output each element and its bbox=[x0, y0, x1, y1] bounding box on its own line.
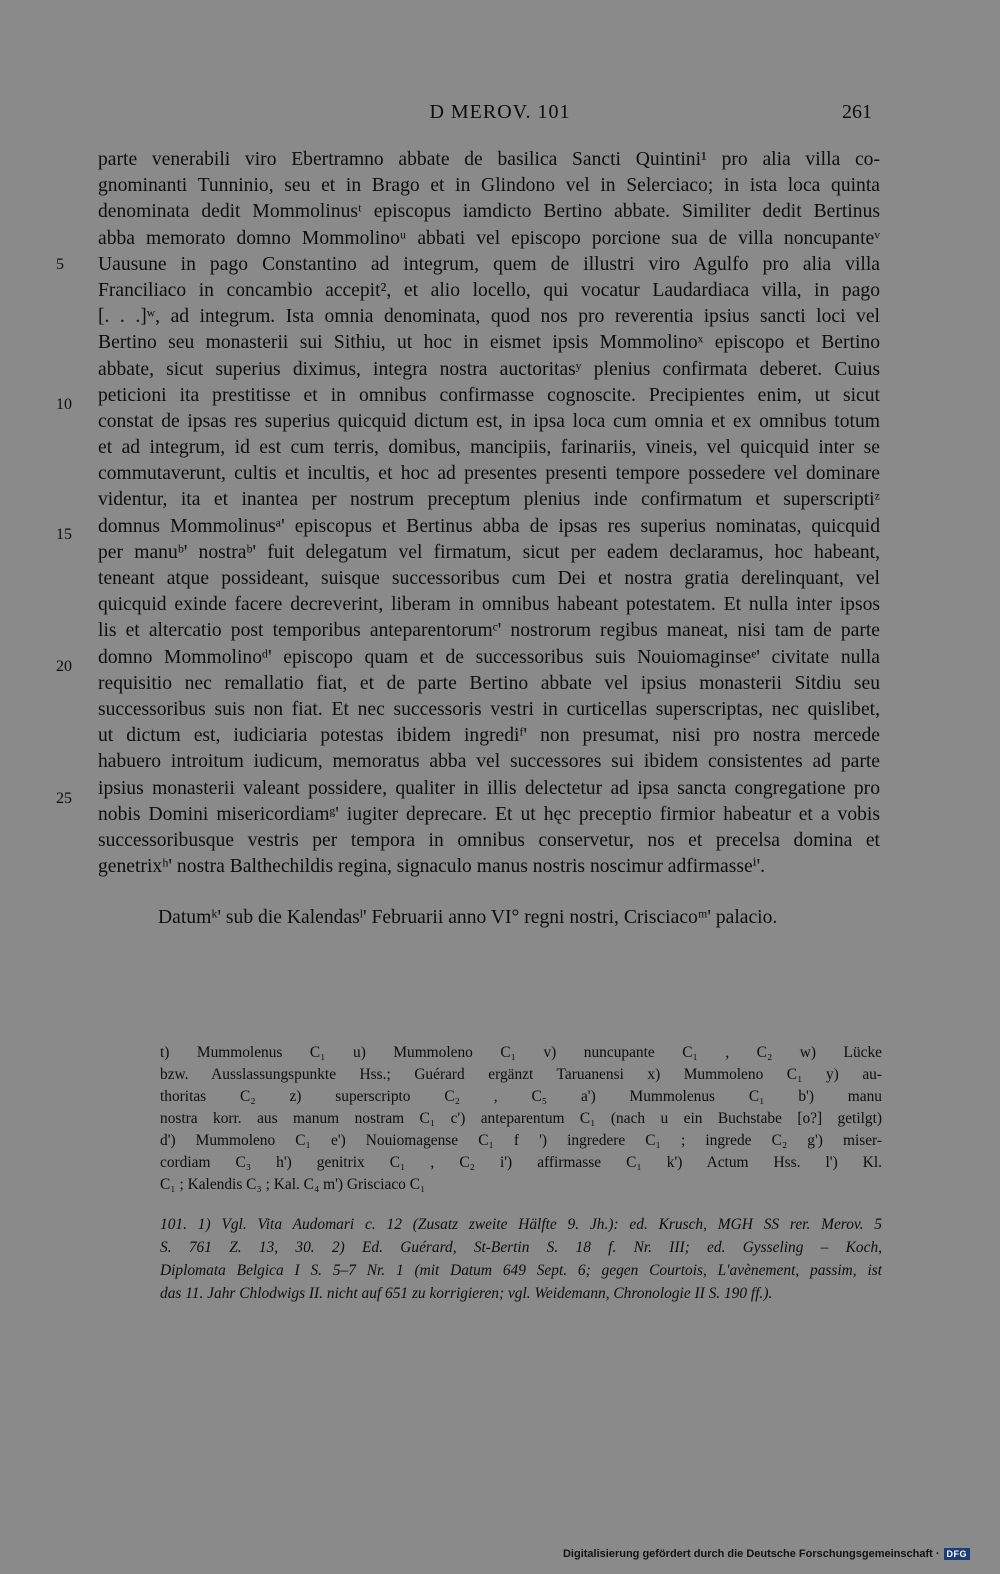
text-line: Bertino seu monasterii sui Sithiu, ut hoc in eismet ipsis Mommolinoˣ episcopo et Bertino bbox=[98, 332, 880, 354]
text-line: successoribus suis non fiat. Et nec successoris vestri in curticellas superscriptas, nec quislibet, bbox=[98, 698, 880, 720]
text-line: abbate, sicut superius diximus, integra nostra auctoritasʸ plenius confirmata deberet. Cuius bbox=[98, 358, 880, 380]
reference-line: das 11. Jahr Chlodwigs II. nicht auf 651 zu korrigieren; vgl. Weidemann, Chronologie II S. 190 ff.). bbox=[160, 1285, 773, 1302]
text-line: quicquid exinde facere decreverint, liberam in omnibus habeant potestatem. Et nulla inter ipsos bbox=[98, 594, 880, 616]
text-line: ut dictum est, iudiciaria potestas ibidem ingrediᶠ' non presumat, nisi pro nostra mercede bbox=[98, 725, 880, 747]
running-title: D MEROV. 101 bbox=[429, 101, 571, 123]
line-number: 15 bbox=[56, 526, 72, 543]
apparatus-line: d') Mummoleno C₁ e') Nouiomagense C₁ f ') ingredere C₁ ; ingrede C₂ g') miser- bbox=[160, 1132, 882, 1149]
page-number: 261 bbox=[842, 101, 872, 123]
text-line: requisitio nec remallatio fiat, et de parte Bertino abbate vel ipsius monasterii Sitdiu seu bbox=[98, 672, 880, 694]
apparatus-line: thoritas C₂ z) superscripto C₂ , C₅ a') Mummolenus C₁ b') manu bbox=[160, 1088, 882, 1105]
text-line: successoribusque vestris per tempora in omnibus conservetur, nos et precelsa domina et bbox=[98, 829, 880, 851]
text-line: parte venerabili viro Ebertramno abbate de basilica Sancti Quintini¹ pro alia villa co- bbox=[98, 149, 880, 170]
line-number: 25 bbox=[56, 790, 72, 807]
text-line: domno Mommolinoᵈ' episcopo quam et de successoribus suis Nouiomaginseᵉ' civitate nulla bbox=[98, 646, 880, 668]
dfg-logo-icon: DFG bbox=[944, 1548, 971, 1560]
text-line: constat de ipsas res superius quicquid dictum est, in ipsa loca cum omnia et ex omnibus totum bbox=[98, 410, 880, 432]
text-line: per manuᵇ' nostraᵇ' fuit delegatum vel firmatum, sicut per eadem declaramus, hoc habeant, bbox=[98, 541, 880, 563]
text-line: domnus Mommolinusᵃ' episcopus et Bertinus abba de ipsas res superius nominatas, quicquid bbox=[98, 515, 880, 537]
apparatus-line: bzw. Ausslassungspunkte Hss.; Guérard ergänzt Taruanensi x) Mummoleno C₁ y) au- bbox=[160, 1066, 882, 1083]
apparatus-line: nostra korr. aus manum nostram C₁ c') anteparentum C₁ (nach u ein Buchstabe [o?] getilgt) bbox=[160, 1110, 882, 1127]
reference-line: Diplomata Belgica I S. 5–7 Nr. 1 (mit Datum 649 Sept. 6; gegen Courtois, L'avènement, passim, ist bbox=[160, 1262, 882, 1279]
text-line: commutaverunt, cultis et incultis, et hoc ad presentes presenti tempore possedere vel dominare bbox=[98, 463, 880, 485]
line-number: 10 bbox=[56, 396, 72, 413]
text-line: abba memorato domno Mommolinoᵘ abbati vel episcopo porcione sua de villa noncupanteᵛ bbox=[98, 227, 880, 249]
reference-notes bbox=[160, 1213, 882, 1305]
apparatus-line: C₁ ; Kalendis C₃ ; Kal. C₄ m') Grisciaco C₁ bbox=[160, 1176, 426, 1193]
text-line: nobis Domini misericordiamᵍ' iugiter deprecare. Et ut hęc preceptio firmior habeatur et a vobis bbox=[98, 803, 880, 825]
text-line: Franciliaco in concambio accepit², et alio locello, qui vocatur Laudardiaca villa, in pago bbox=[98, 279, 880, 301]
text-line: teneant atque possideant, suisque successoribus cum Dei et nostra gratia derelinquant, vel bbox=[98, 568, 880, 589]
critical-apparatus bbox=[160, 1042, 882, 1196]
text-line: peticioni ita prestitisse et in omnibus confirmasse cognoscite. Precipientes enim, ut sicut bbox=[98, 384, 880, 406]
footer-text: Digitalisierung gefördert durch die Deutsche Forschungsgemeinschaft · bbox=[562, 1548, 940, 1560]
reference-line: 101. 1) Vgl. Vita Audomari c. 12 (Zusatz zweite Hälfte 9. Jh.): ed. Krusch, MGH SS rer. Merov. 5 bbox=[160, 1216, 882, 1233]
text-line: et ad integrum, id est cum terris, domibus, mancipiis, farinariis, vineis, vel quicquid inter se bbox=[98, 437, 880, 459]
text-line: gnominanti Tunninio, seu et in Brago et in Glindono vel in Selerciaco; in ista loca quinta bbox=[98, 175, 880, 197]
line-number: 20 bbox=[56, 658, 72, 675]
text-line: ipsius monasterii valeant possidere, qualiter in illis delectetur ad ipsa sancta congregatione pro bbox=[98, 777, 880, 799]
text-line: denominata dedit Mommolinusᵗ episcopus iamdicto Bertino abbate. Similiter dedit Bertinus bbox=[98, 201, 880, 223]
apparatus-line: cordiam C₃ h') genitrix C₁ , C₂ i') affirmasse C₁ k') Actum Hss. l') Kl. bbox=[160, 1154, 882, 1171]
reference-line: S. 761 Z. 13, 30. 2) Ed. Guérard, St-Bertin S. 18 f. Nr. III; ed. Gysseling – Koch, bbox=[160, 1239, 882, 1256]
text-line: Uausune in pago Constantino ad integrum, quem de illustri viro Agulfo pro alia villa bbox=[98, 253, 880, 275]
charter-text bbox=[98, 147, 880, 880]
text-line: genetrixʰ' nostra Balthechildis regina, signaculo manus nostris noscimur adfirmasseⁱ'. bbox=[98, 856, 766, 878]
text-line: [. . .]ʷ, ad integrum. Ista omnia denominata, quod nos pro reverentia ipsius sancti loci vel bbox=[98, 306, 880, 328]
line-number: 5 bbox=[56, 256, 64, 273]
apparatus-line: t) Mummolenus C₁ u) Mummoleno C₁ v) nuncupante C₁ , C₂ w) Lücke bbox=[160, 1044, 882, 1061]
text-line: videntur, ita et inantea per nostrum preceptum plenius inde confirmatum et superscriptiᶻ bbox=[98, 489, 880, 511]
text-line: lis et altercatio post temporibus anteparentorumᶜ' nostrorum regibus maneat, nisi tam de parte bbox=[98, 620, 880, 642]
text-line: habuero introitum iudicum, memoratus abba vel successores sui ibidem consistentes ad parte bbox=[98, 751, 880, 773]
datum-line: Datumᵏ' sub die Kalendasˡ' Februarii anno VI° regni nostri, Crisciacoᵐ' palacio. bbox=[158, 907, 778, 928]
funding-footer bbox=[563, 1548, 970, 1560]
